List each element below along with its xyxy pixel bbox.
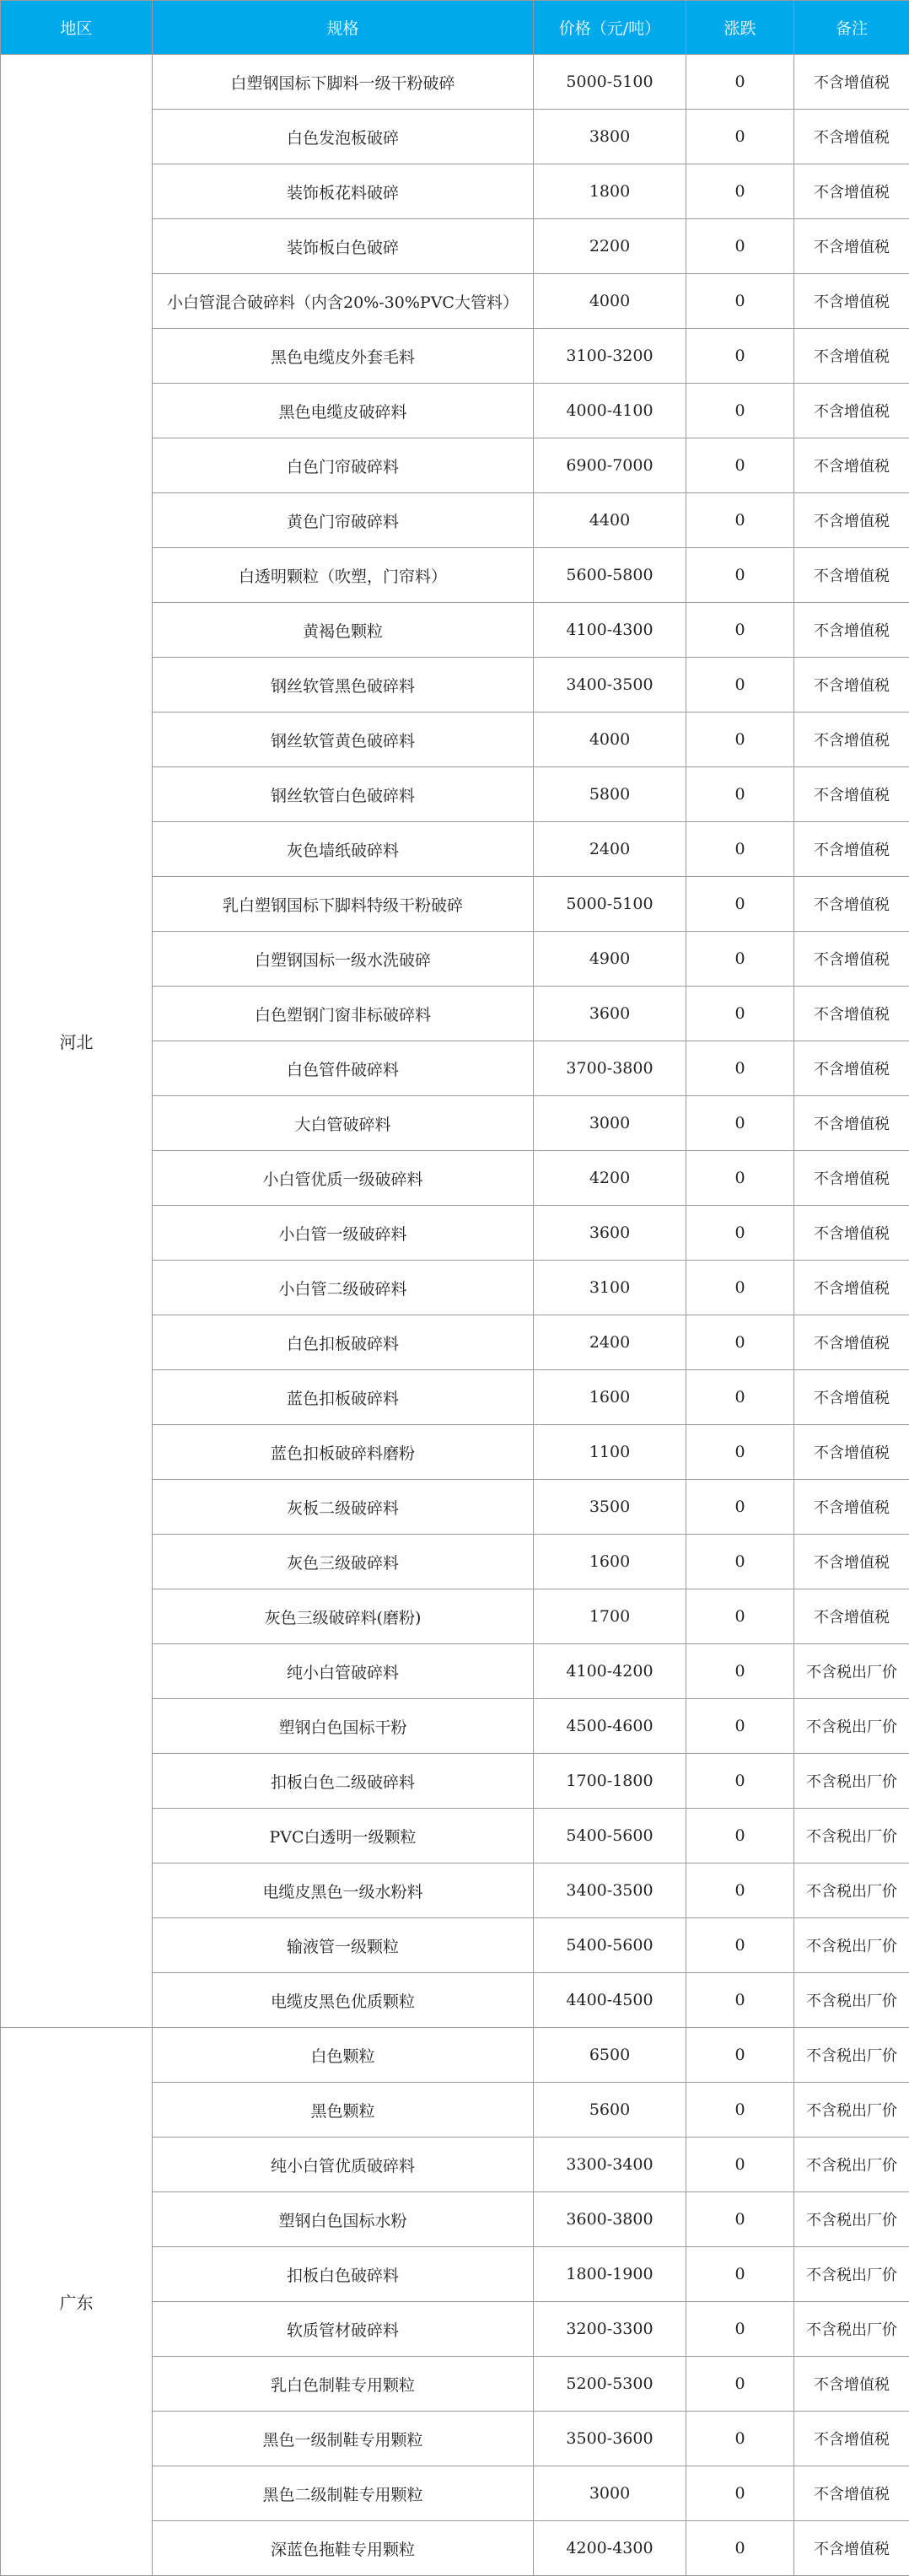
price-cell: 1800-1900 <box>534 2247 686 2302</box>
change-cell: 0 <box>686 1863 794 1918</box>
price-cell: 5000-5100 <box>534 877 686 932</box>
spec-cell: 深蓝色拖鞋专用颗粒 <box>153 2521 534 2576</box>
table-body <box>1 55 909 2576</box>
note-cell: 不含增值税 <box>794 55 909 110</box>
price-cell: 3800 <box>534 110 686 164</box>
change-cell: 0 <box>686 493 794 548</box>
price-cell: 2400 <box>534 1315 686 1370</box>
change-cell: 0 <box>686 2466 794 2521</box>
note-cell: 不含增值税 <box>794 548 909 603</box>
note-cell: 不含税出厂价 <box>794 1754 909 1809</box>
note-cell: 不含增值税 <box>794 2412 909 2466</box>
header-spec: 规格 <box>153 1 534 55</box>
price-cell: 3100-3200 <box>534 329 686 384</box>
note-cell: 不含增值税 <box>794 1425 909 1480</box>
note-cell: 不含增值税 <box>794 932 909 987</box>
note-cell: 不含增值税 <box>794 384 909 438</box>
note-cell: 不含税出厂价 <box>794 2192 909 2247</box>
note-cell: 不含增值税 <box>794 1589 909 1644</box>
note-cell: 不含增值税 <box>794 2466 909 2521</box>
header-note: 备注 <box>794 1 909 55</box>
change-cell: 0 <box>686 603 794 658</box>
spec-cell: 白色扣板破碎料 <box>153 1315 534 1370</box>
note-cell: 不含增值税 <box>794 329 909 384</box>
price-cell: 2200 <box>534 219 686 274</box>
spec-cell: 小白管二级破碎料 <box>153 1261 534 1315</box>
note-cell: 不含税出厂价 <box>794 1863 909 1918</box>
spec-cell: 小白管优质一级破碎料 <box>153 1151 534 1206</box>
change-cell: 0 <box>686 1699 794 1754</box>
price-cell: 5600 <box>534 2083 686 2138</box>
spec-cell: 电缆皮黑色一级水粉料 <box>153 1863 534 1918</box>
spec-cell: 黑色电缆皮破碎料 <box>153 384 534 438</box>
table-row <box>1 55 909 110</box>
note-cell: 不含税出厂价 <box>794 1973 909 2028</box>
note-cell: 不含增值税 <box>794 164 909 219</box>
spec-cell: 乳白色制鞋专用颗粒 <box>153 2357 534 2412</box>
change-cell: 0 <box>686 548 794 603</box>
spec-cell: 白色颗粒 <box>153 2028 534 2083</box>
change-cell: 0 <box>686 1041 794 1096</box>
spec-cell: 塑钢白色国标水粉 <box>153 2192 534 2247</box>
price-cell: 4200-4300 <box>534 2521 686 2576</box>
spec-cell: 乳白塑钢国标下脚料特级干粉破碎 <box>153 877 534 932</box>
change-cell: 0 <box>686 658 794 713</box>
price-cell: 1600 <box>534 1370 686 1425</box>
price-cell: 4000 <box>534 713 686 767</box>
change-cell: 0 <box>686 877 794 932</box>
change-cell: 0 <box>686 1754 794 1809</box>
note-cell: 不含税出厂价 <box>794 1699 909 1754</box>
spec-cell: 蓝色扣板破碎料 <box>153 1370 534 1425</box>
change-cell: 0 <box>686 1261 794 1315</box>
spec-cell: 输液管一级颗粒 <box>153 1918 534 1973</box>
spec-cell: 装饰板花料破碎 <box>153 164 534 219</box>
change-cell: 0 <box>686 164 794 219</box>
change-cell: 0 <box>686 2138 794 2192</box>
note-cell: 不含税出厂价 <box>794 2083 909 2138</box>
price-cell: 3500 <box>534 1480 686 1535</box>
price-cell: 5800 <box>534 767 686 822</box>
note-cell: 不含增值税 <box>794 1315 909 1370</box>
price-cell: 3200-3300 <box>534 2302 686 2357</box>
price-cell: 3100 <box>534 1261 686 1315</box>
spec-cell: 纯小白管破碎料 <box>153 1644 534 1699</box>
spec-cell: 白塑钢国标一级水洗破碎 <box>153 932 534 987</box>
note-cell: 不含增值税 <box>794 658 909 713</box>
change-cell: 0 <box>686 1315 794 1370</box>
spec-cell: 扣板白色破碎料 <box>153 2247 534 2302</box>
change-cell: 0 <box>686 822 794 877</box>
change-cell: 0 <box>686 110 794 164</box>
spec-cell: 蓝色扣板破碎料磨粉 <box>153 1425 534 1480</box>
spec-cell: 白色门帘破碎料 <box>153 438 534 493</box>
spec-cell: 白色塑钢门窗非标破碎料 <box>153 987 534 1041</box>
price-cell: 2400 <box>534 822 686 877</box>
spec-cell: 白色管件破碎料 <box>153 1041 534 1096</box>
spec-cell: 白色发泡板破碎 <box>153 110 534 164</box>
note-cell: 不含增值税 <box>794 1480 909 1535</box>
change-cell: 0 <box>686 1809 794 1863</box>
note-cell: 不含增值税 <box>794 2521 909 2576</box>
spec-cell: 小白管混合破碎料（内含20%-30%PVC大管料） <box>153 274 534 329</box>
price-cell: 5400-5600 <box>534 1809 686 1863</box>
spec-cell: 白塑钢国标下脚料一级干粉破碎 <box>153 55 534 110</box>
note-cell: 不含增值税 <box>794 438 909 493</box>
change-cell: 0 <box>686 1535 794 1589</box>
note-cell: 不含增值税 <box>794 987 909 1041</box>
price-cell: 1100 <box>534 1425 686 1480</box>
price-cell: 3500-3600 <box>534 2412 686 2466</box>
note-cell: 不含增值税 <box>794 1206 909 1261</box>
spec-cell: 灰色墙纸破碎料 <box>153 822 534 877</box>
spec-cell: 塑钢白色国标干粉 <box>153 1699 534 1754</box>
price-cell: 4400-4500 <box>534 1973 686 2028</box>
spec-cell: 装饰板白色破碎 <box>153 219 534 274</box>
price-cell: 3400-3500 <box>534 1863 686 1918</box>
price-cell: 6900-7000 <box>534 438 686 493</box>
change-cell: 0 <box>686 438 794 493</box>
change-cell: 0 <box>686 1589 794 1644</box>
price-cell: 4100-4300 <box>534 603 686 658</box>
price-cell: 1700-1800 <box>534 1754 686 1809</box>
price-cell: 4000-4100 <box>534 384 686 438</box>
note-cell: 不含税出厂价 <box>794 2028 909 2083</box>
spec-cell: 小白管一级破碎料 <box>153 1206 534 1261</box>
change-cell: 0 <box>686 2521 794 2576</box>
change-cell: 0 <box>686 384 794 438</box>
price-cell: 4000 <box>534 274 686 329</box>
note-cell: 不含增值税 <box>794 877 909 932</box>
note-cell: 不含增值税 <box>794 603 909 658</box>
price-cell: 3700-3800 <box>534 1041 686 1096</box>
note-cell: 不含增值税 <box>794 1535 909 1589</box>
change-cell: 0 <box>686 1096 794 1151</box>
price-cell: 3000 <box>534 1096 686 1151</box>
note-cell: 不含增值税 <box>794 1261 909 1315</box>
price-cell: 4900 <box>534 932 686 987</box>
note-cell: 不含增值税 <box>794 219 909 274</box>
spec-cell: 黑色颗粒 <box>153 2083 534 2138</box>
note-cell: 不含税出厂价 <box>794 2302 909 2357</box>
header-price: 价格（元/吨） <box>534 1 686 55</box>
note-cell: 不含税出厂价 <box>794 1809 909 1863</box>
region-cell: 河北 <box>1 55 153 2028</box>
spec-cell: 灰色三级破碎料(磨粉) <box>153 1589 534 1644</box>
change-cell: 0 <box>686 2412 794 2466</box>
spec-cell: 黑色电缆皮外套毛料 <box>153 329 534 384</box>
price-cell: 4200 <box>534 1151 686 1206</box>
note-cell: 不含增值税 <box>794 1151 909 1206</box>
note-cell: 不含增值税 <box>794 110 909 164</box>
region-cell: 广东 <box>1 2028 153 2576</box>
header-change: 涨跌 <box>686 1 794 55</box>
change-cell: 0 <box>686 1918 794 1973</box>
change-cell: 0 <box>686 2192 794 2247</box>
note-cell: 不含增值税 <box>794 274 909 329</box>
price-cell: 3300-3400 <box>534 2138 686 2192</box>
price-cell: 3400-3500 <box>534 658 686 713</box>
note-cell: 不含增值税 <box>794 2357 909 2412</box>
table-row <box>1 2028 909 2083</box>
header-region: 地区 <box>1 1 153 55</box>
change-cell: 0 <box>686 2247 794 2302</box>
note-cell: 不含税出厂价 <box>794 2138 909 2192</box>
change-cell: 0 <box>686 1425 794 1480</box>
spec-cell: 黄色门帘破碎料 <box>153 493 534 548</box>
price-cell: 5400-5600 <box>534 1918 686 1973</box>
note-cell: 不含税出厂价 <box>794 1644 909 1699</box>
price-cell: 1800 <box>534 164 686 219</box>
spec-cell: 扣板白色二级破碎料 <box>153 1754 534 1809</box>
spec-cell: 钢丝软管黑色破碎料 <box>153 658 534 713</box>
change-cell: 0 <box>686 55 794 110</box>
change-cell: 0 <box>686 219 794 274</box>
spec-cell: 黑色二级制鞋专用颗粒 <box>153 2466 534 2521</box>
change-cell: 0 <box>686 1370 794 1425</box>
spec-cell: 纯小白管优质破碎料 <box>153 2138 534 2192</box>
price-cell: 3600 <box>534 987 686 1041</box>
change-cell: 0 <box>686 1480 794 1535</box>
price-cell: 6500 <box>534 2028 686 2083</box>
change-cell: 0 <box>686 987 794 1041</box>
price-cell: 4400 <box>534 493 686 548</box>
price-cell: 5000-5100 <box>534 55 686 110</box>
note-cell: 不含税出厂价 <box>794 2247 909 2302</box>
spec-cell: 钢丝软管黄色破碎料 <box>153 713 534 767</box>
spec-cell: 电缆皮黑色优质颗粒 <box>153 1973 534 2028</box>
spec-cell: 大白管破碎料 <box>153 1096 534 1151</box>
note-cell: 不含增值税 <box>794 1041 909 1096</box>
change-cell: 0 <box>686 1206 794 1261</box>
price-cell: 3000 <box>534 2466 686 2521</box>
note-cell: 不含增值税 <box>794 1370 909 1425</box>
table-header <box>1 1 909 55</box>
spec-cell: PVC白透明一级颗粒 <box>153 1809 534 1863</box>
spec-cell: 白透明颗粒（吹塑，门帘料） <box>153 548 534 603</box>
spec-cell: 灰板二级破碎料 <box>153 1480 534 1535</box>
header-row <box>1 1 909 55</box>
change-cell: 0 <box>686 1151 794 1206</box>
change-cell: 0 <box>686 274 794 329</box>
spec-cell: 钢丝软管白色破碎料 <box>153 767 534 822</box>
note-cell: 不含增值税 <box>794 493 909 548</box>
spec-cell: 灰色三级破碎料 <box>153 1535 534 1589</box>
change-cell: 0 <box>686 2083 794 2138</box>
price-cell: 3600 <box>534 1206 686 1261</box>
spec-cell: 黄褐色颗粒 <box>153 603 534 658</box>
spec-cell: 黑色一级制鞋专用颗粒 <box>153 2412 534 2466</box>
change-cell: 0 <box>686 329 794 384</box>
change-cell: 0 <box>686 2302 794 2357</box>
note-cell: 不含增值税 <box>794 1096 909 1151</box>
note-cell: 不含增值税 <box>794 822 909 877</box>
change-cell: 0 <box>686 713 794 767</box>
note-cell: 不含增值税 <box>794 713 909 767</box>
price-cell: 1700 <box>534 1589 686 1644</box>
price-cell: 5600-5800 <box>534 548 686 603</box>
price-cell: 4100-4200 <box>534 1644 686 1699</box>
change-cell: 0 <box>686 767 794 822</box>
change-cell: 0 <box>686 2028 794 2083</box>
change-cell: 0 <box>686 932 794 987</box>
change-cell: 0 <box>686 1973 794 2028</box>
spec-cell: 软质管材破碎料 <box>153 2302 534 2357</box>
price-cell: 1600 <box>534 1535 686 1589</box>
note-cell: 不含增值税 <box>794 767 909 822</box>
note-cell: 不含税出厂价 <box>794 1918 909 1973</box>
price-cell: 4500-4600 <box>534 1699 686 1754</box>
price-cell: 5200-5300 <box>534 2357 686 2412</box>
change-cell: 0 <box>686 2357 794 2412</box>
change-cell: 0 <box>686 1644 794 1699</box>
price-cell: 3600-3800 <box>534 2192 686 2247</box>
